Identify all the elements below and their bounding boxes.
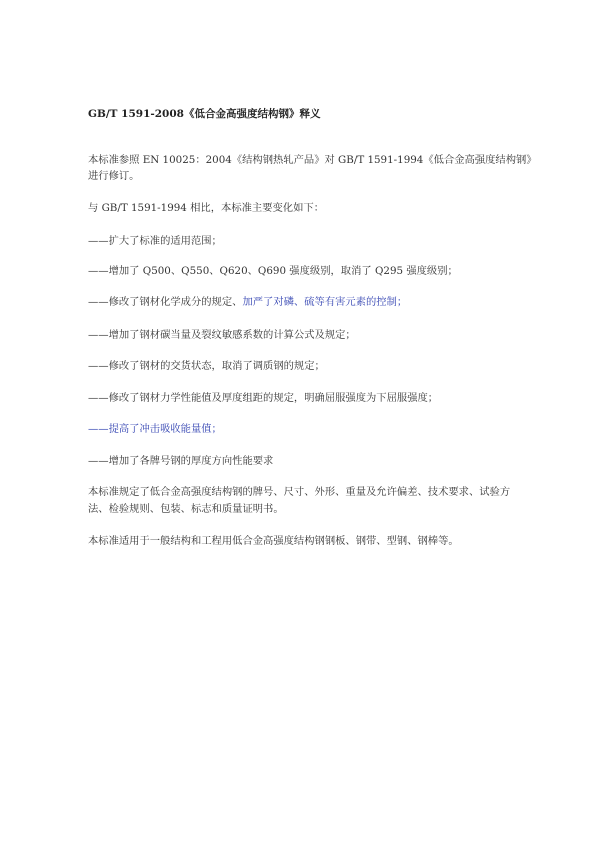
change-item-highlight: ——提高了冲击吸收能量值； [88, 423, 222, 435]
application-paragraph: 本标准适用于一般结构和工程用低合金高强度结构钢钢板、钢带、型钢、钢棒等。 [88, 535, 459, 547]
comparison-paragraph: 与 GB/T 1591-1994 相比，本标准主要变化如下： [88, 202, 324, 214]
change-item-text: ——修改了钢材化学成分的规定、 [88, 296, 243, 308]
change-item [88, 293, 407, 311]
intro-paragraph-line-1: 本标准参照 EN 10025：2004《结构钢热轧产品》对 GB/T 1591-1994《低合金高强度结构钢》 [88, 154, 537, 166]
scope-paragraph-line-2: 法、检验规则、包装、标志和质量证明书。 [88, 503, 284, 515]
change-item-text: ——增加了各牌号钢的厚度方向性能要求 [88, 455, 274, 467]
change-item [88, 452, 273, 470]
change-item [88, 389, 438, 407]
change-item-text: ——修改了钢材力学性能值及厚度组距的规定，明确屈服强度为下屈服强度； [88, 392, 439, 404]
document-title: GB/T 1591-2008《低合金高强度结构钢》释义 [88, 108, 321, 120]
change-item-text: ——增加了钢材碳当量及裂纹敏感系数的计算公式及规定； [88, 329, 356, 341]
change-item-text: ——修改了钢材的交货状态，取消了调质钢的规定； [88, 360, 325, 372]
change-item-highlight: 加严了对磷、硫等有害元素的控制； [242, 296, 408, 308]
change-item [88, 357, 325, 375]
intro-paragraph-line-2: 进行修订。 [88, 170, 140, 182]
change-item-text: ——扩大了标准的适用范围； [88, 235, 222, 247]
change-item [88, 326, 356, 344]
change-item-text: ——增加了 Q500、Q550、Q620、Q690 强度级别，取消了 Q295 强度级别； [88, 265, 458, 277]
change-item [88, 232, 222, 250]
change-item [88, 420, 222, 438]
change-item [88, 262, 458, 280]
scope-paragraph-line-1: 本标准规定了低合金高强度结构钢的牌号、尺寸、外形、重量及允许偏差、技术要求、试验方 [88, 486, 511, 498]
